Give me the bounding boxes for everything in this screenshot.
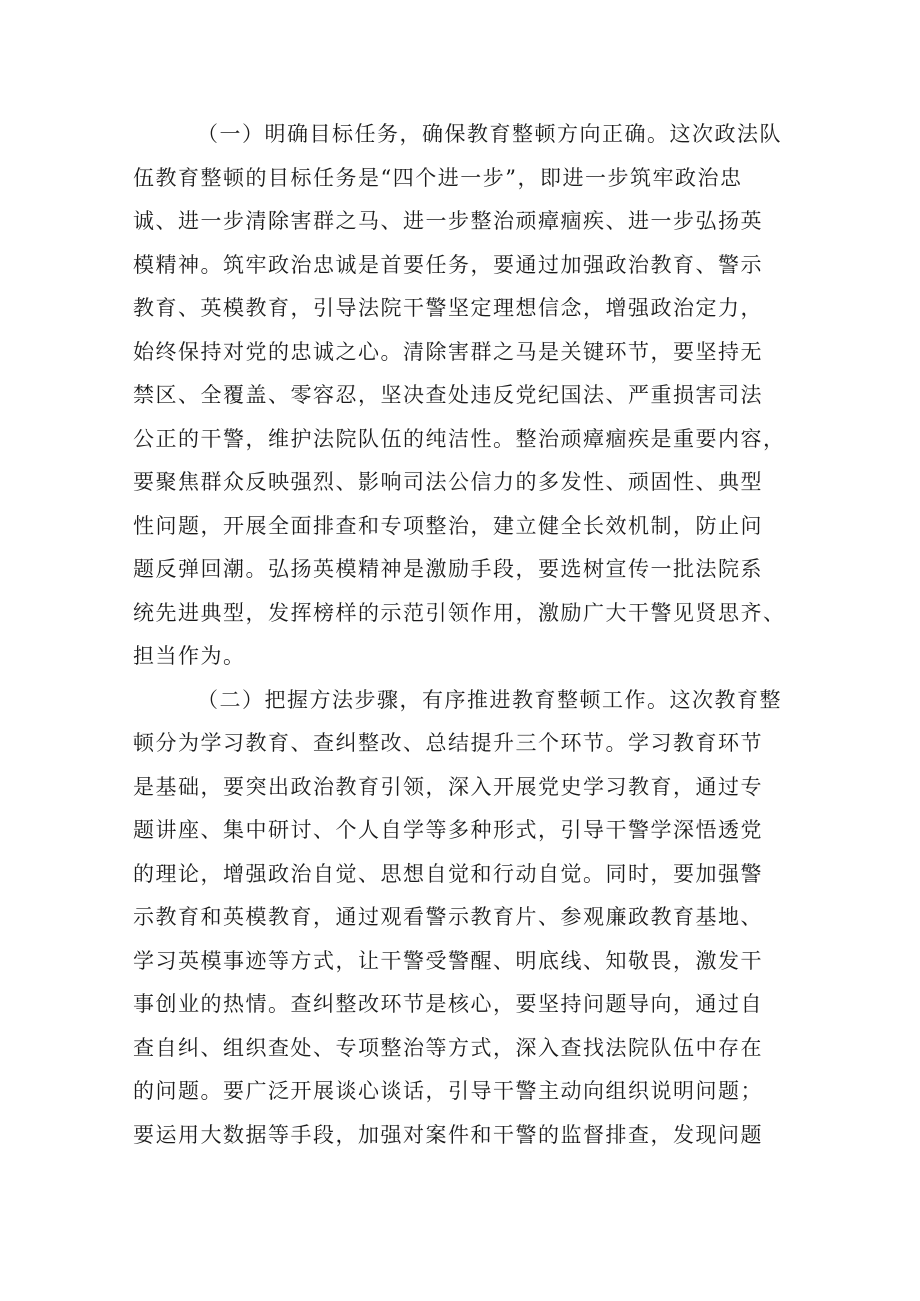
paragraph-2-line: （二）把握方法步骤，有序推进教育整顿工作。这次教育整 (197, 687, 782, 712)
paragraph-1-line: 始终保持对党的忠诚之心。清除害群之马是关键环节，要坚持无 (133, 339, 763, 364)
paragraph-1-line: 诚、进一步清除害群之马、进一步整治顽瘴痼疾、进一步弘扬英 (133, 209, 763, 233)
paragraph-2-line: 示教育和英模教育，通过观看警示教育片、参观廉政教育基地、 (133, 905, 763, 929)
paragraph-1-line: 要聚焦群众反映强烈、影响司法公信力的多发性、顽固性、典型 (133, 470, 763, 494)
paragraph-2-line: 是基础，要突出政治教育引领，深入开展党史学习教育，通过专 (133, 774, 763, 799)
paragraph-1-line: （一）明确目标任务，确保教育整顿方向正确。这次政法队 (197, 122, 782, 146)
document-body (133, 113, 801, 1157)
paragraph-1-line: 公正的干警，维护法院队伍的纯洁性。整治顽瘴痼疾是重要内容， (133, 426, 786, 451)
paragraph-1-line: 性问题，开展全面排查和专项整治，建立健全长效机制，防止问 (133, 513, 763, 538)
paragraph-1-line: 模精神。筑牢政治忠诚是首要任务，要通过加强政治教育、警示 (133, 252, 763, 277)
paragraph-2-line: 事创业的热情。查纠整改环节是核心，要坚持问题导向，通过自 (133, 992, 763, 1016)
paragraph-2-line: 查自纠、组织查处、专项整治等方式，深入查找法院队伍中存在 (133, 1035, 763, 1060)
paragraph-2-line: 题讲座、集中研讨、个人自学等多种形式，引导干警学深悟透党 (133, 818, 763, 842)
paragraph-2-line: 要运用大数据等手段，加强对案件和干警的监督排查，发现问题 (133, 1122, 763, 1147)
paragraph-1-line: 题反弹回潮。弘扬英模精神是激励手段，要选树宣传一批法院系 (133, 557, 763, 581)
paragraph-2-line: 学习英模事迹等方式，让干警受警醒、明底线、知敬畏，激发干 (133, 948, 763, 973)
paragraph-2 (133, 679, 801, 1158)
paragraph-1-line: 统先进典型，发挥榜样的示范引领作用，激励广大干警见贤思齐、 (133, 600, 786, 625)
paragraph-1-line: 担当作为。 (133, 644, 246, 668)
paragraph-2-line: 顿分为学习教育、查纠整改、总结提升三个环节。学习教育环节 (133, 731, 763, 755)
paragraph-2-line: 的问题。要广泛开展谈心谈话，引导干警主动向组织说明问题； (133, 1079, 763, 1103)
paragraph-1-line: 教育、英模教育，引导法院干警坚定理想信念，增强政治定力， (133, 296, 763, 320)
paragraph-2-line: 的理论，增强政治自觉、思想自觉和行动自觉。同时，要加强警 (133, 861, 763, 886)
paragraph-1-line: 禁区、全覆盖、零容忍，坚决查处违反党纪国法、严重损害司法 (133, 383, 763, 407)
paragraph-1-line: 伍教育整顿的目标任务是“四个进一步”，即进一步筑牢政治忠 (133, 165, 743, 190)
paragraph-1 (133, 113, 801, 679)
